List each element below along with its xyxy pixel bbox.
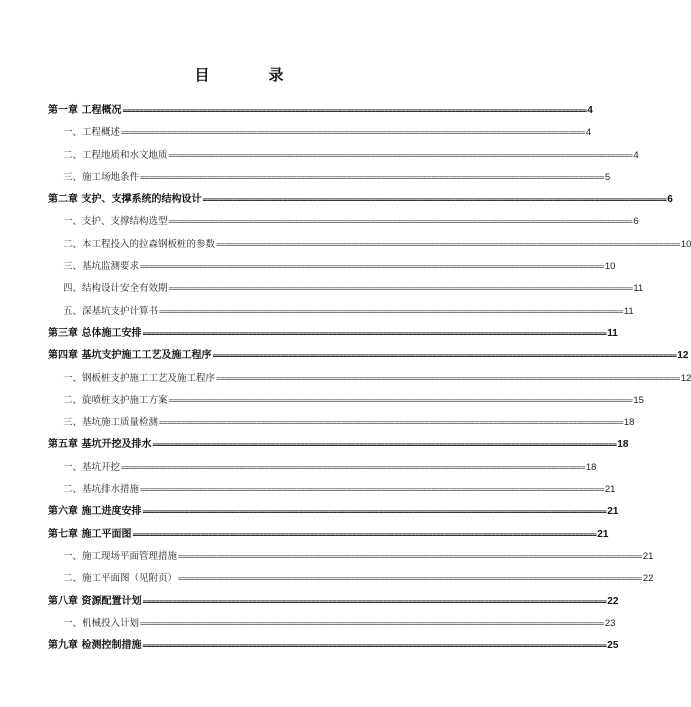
toc-section-entry[interactable] [48,546,654,568]
toc-chapter-entry[interactable] [48,323,618,345]
toc-entry-text: 三、基坑施工质量检测 [63,417,159,429]
toc-leader: ============================================================================================================== [140,172,604,182]
toc-entry-text: 一、基坑开挖 [63,461,121,473]
toc-entry-text: 第六章 施工进度安排 [48,506,142,518]
toc-page-number: 5 [604,171,611,183]
toc-section-entry[interactable] [48,412,635,434]
toc-section-entry[interactable] [48,167,611,189]
toc-page-number: 21 [607,506,619,518]
toc-leader: ============================================================================================================== [140,618,604,628]
toc-leader: ============================================================================================================== [121,128,585,138]
toc-leader: ============================================================================================================== [168,284,633,294]
toc-section-entry[interactable] [48,457,597,479]
toc-page-number: 6 [667,194,673,206]
toc-section-entry[interactable] [48,613,616,635]
toc-entry-text: 第八章 资源配置计划 [48,595,142,607]
toc-page-number: 12 [677,350,689,362]
toc-leader: ============================================================================================================== [178,574,642,584]
toc-page-number: 18 [617,439,629,451]
toc-entry-text: 三、基坑监测要求 [63,261,140,273]
toc-section-entry[interactable] [48,479,616,501]
toc-entry-text: 一、支护、支撑结构选型 [63,216,168,228]
toc-page-number: 18 [623,417,635,429]
toc-section-entry[interactable] [48,390,644,412]
toc-entry-text: 第九章 检测控制措施 [48,640,142,652]
toc-leader: ============================================================================================================== [121,462,585,472]
toc-leader: ============================================================================================================== [140,262,604,272]
toc-section-entry[interactable] [48,256,616,278]
toc-entry-text: 二、基坑排水措施 [63,484,140,496]
toc-section-entry[interactable] [48,234,691,256]
toc-chapter-entry[interactable] [48,189,673,211]
toc-entry-text: 二、施工平面图（见附页） [63,573,178,585]
toc-page-number: 4 [585,127,592,139]
toc-entry-text: 一、钢板桩支护施工工艺及施工程序 [63,372,216,384]
toc-entry-text: 五、深基坑支护计算书 [63,305,159,317]
toc-page-number: 6 [633,216,639,228]
toc-entry-text: 一、施工现场平面管理措施 [63,550,178,562]
toc-chapter-entry[interactable] [48,501,619,523]
toc-page-number: 11 [607,327,618,339]
toc-section-entry[interactable] [48,301,634,323]
toc-entry-text: 二、工程地质和水文地质 [63,149,168,161]
toc-leader: ============================================================================================================== [132,529,597,539]
toc-section-entry[interactable] [48,145,639,167]
toc-leader: ============================================================================================================== [216,239,680,249]
toc-entry-text: 第五章 基坑开挖及排水 [48,439,152,451]
toc-entry-text: 第七章 施工平面图 [48,528,132,540]
toc-leader: ============================================================================================================== [142,641,607,651]
toc-entry-text: 二、本工程投入的拉森钢板桩的参数 [63,238,216,250]
toc-entry-text: 第四章 基坑支护施工工艺及施工程序 [48,350,212,362]
toc-leader: ============================================================================================================== [216,373,680,383]
toc-entry-text: 一、工程概述 [63,127,121,139]
toc-leader: ============================================================================================================== [168,395,633,405]
toc-page-number: 22 [607,595,619,607]
toc-entry-text: 一、机械投入计划 [63,617,140,629]
toc-section-entry[interactable] [48,368,691,390]
toc-chapter-entry[interactable] [48,591,619,613]
toc-page-number: 21 [604,484,616,496]
toc-entry-text: 第二章 支护、支撑系统的结构设计 [48,194,202,206]
toc-leader: ============================================================================================================== [178,551,642,561]
toc-chapter-entry[interactable] [48,434,629,456]
toc-page-number: 25 [607,640,619,652]
toc-section-entry[interactable] [48,568,654,590]
toc-leader: ============================================================================================================== [140,485,604,495]
toc-chapter-entry[interactable] [48,524,609,546]
toc-leader: ============================================================================================================== [142,507,607,517]
toc-chapter-entry[interactable] [48,100,593,122]
toc-section-entry[interactable] [48,122,592,144]
toc-page-number: 11 [623,305,634,317]
table-of-contents [48,100,691,657]
toc-page-number: 12 [680,372,691,384]
toc-entry-text: 第三章 总体施工安排 [48,327,142,339]
toc-page-number: 15 [633,394,644,406]
toc-page-number: 10 [680,238,691,250]
toc-leader: ============================================================================================================== [202,195,667,205]
toc-entry-text: 四、结构设计安全有效期 [63,283,168,295]
toc-page-number: 4 [587,105,593,116]
toc-page-number: 21 [597,528,609,540]
toc-entry-text: 二、旋喷桩支护施工方案 [63,394,168,406]
toc-page-number: 18 [585,461,597,473]
toc-leader: ============================================================================================================== [212,351,677,361]
toc-entry-text: 第一章 工程概况 [48,105,122,116]
toc-leader: ============================================================================================================== [142,328,607,338]
toc-page-number: 11 [633,283,644,295]
toc-leader: ============================================================================================================== [152,440,617,450]
toc-leader: ============================================================================================================== [142,596,607,606]
toc-section-entry[interactable] [48,211,639,233]
toc-entry-text: 三、施工场地条件 [63,171,140,183]
toc-chapter-entry[interactable] [48,635,619,657]
toc-page-number: 22 [642,573,654,585]
page-title: 目 录 [194,66,306,84]
toc-page-number: 23 [604,617,616,629]
toc-leader: ============================================================================================================== [159,418,623,428]
toc-leader: ============================================================================================================== [168,150,633,160]
toc-page-number: 4 [633,149,639,161]
toc-leader: ============================================================================================================== [122,106,587,115]
toc-page-number: 21 [642,550,654,562]
toc-page-number: 10 [604,261,616,273]
toc-section-entry[interactable] [48,278,644,300]
toc-leader: ============================================================================================================== [168,217,633,227]
toc-chapter-entry[interactable] [48,345,689,367]
toc-leader: ============================================================================================================== [159,306,623,316]
